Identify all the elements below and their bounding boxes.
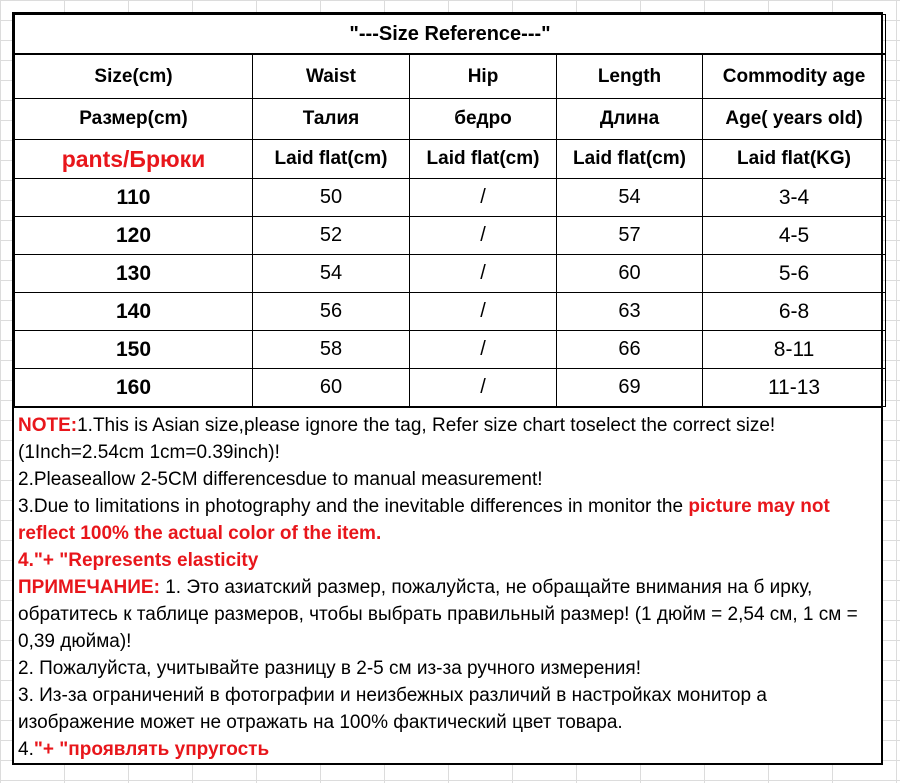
hip-cell: / xyxy=(410,293,557,331)
note-ru-4-prefix: 4. xyxy=(18,739,34,760)
length-cell: 63 xyxy=(557,293,703,331)
size-cell: 140 xyxy=(15,293,253,331)
note-ru-1-text: 1. Это азиатский размер, пожалуйста, не обращайте внимания на б ирку, обратитесь к таблице размеров, чтобы выбрать правильный размер! (1 дюйм = 2,54 см, 1 см = 0,39 дюйма)! xyxy=(18,577,858,652)
hip-cell: / xyxy=(410,179,557,217)
table-row xyxy=(15,255,886,293)
size-cell: 150 xyxy=(15,331,253,369)
note-ru-2: 2. Пожалуйста, учитывайте разницу в 2-5 см из-за ручного измерения! xyxy=(18,658,641,679)
size-cell: 160 xyxy=(15,369,253,407)
header-length: Length xyxy=(557,54,703,99)
measure-hip: Laid flat(cm) xyxy=(410,140,557,179)
note-4: 4."+ "Represents elasticity xyxy=(18,550,259,571)
note-2: 2.Pleaseallow 2-5CM differencesdue to manual measurement! xyxy=(18,469,543,490)
notes-section xyxy=(14,407,881,763)
header-row-english xyxy=(15,54,886,99)
product-type-label: pants/Брюки xyxy=(15,140,253,179)
table-row xyxy=(15,217,886,255)
header-length-ru: Длина xyxy=(557,99,703,140)
waist-cell: 50 xyxy=(253,179,410,217)
note-ru-4-text: "+ "проявлять упругость xyxy=(33,739,270,760)
length-cell: 57 xyxy=(557,217,703,255)
header-row-measure xyxy=(15,140,886,179)
measure-length: Laid flat(cm) xyxy=(557,140,703,179)
length-cell: 54 xyxy=(557,179,703,217)
hip-cell: / xyxy=(410,369,557,407)
header-row-russian xyxy=(15,99,886,140)
size-cell: 130 xyxy=(15,255,253,293)
header-hip-ru: бедро xyxy=(410,99,557,140)
note-1 xyxy=(18,412,877,466)
size-cell: 120 xyxy=(15,217,253,255)
waist-cell: 52 xyxy=(253,217,410,255)
waist-cell: 58 xyxy=(253,331,410,369)
length-cell: 60 xyxy=(557,255,703,293)
table-title: "---Size Reference---" xyxy=(15,15,886,55)
note-ru-3: 3. Из-за ограничений в фотографии и неизбежных различий в настройках монитор а изображение может не отражать на 100% фактический цвет товара. xyxy=(18,685,767,733)
note-1-text: 1.This is Asian size,please ignore the tag, Refer size chart toselect the correct size!(1Inch=2.54cm 1cm=0.39inch)! xyxy=(18,415,776,463)
note-ru-1 xyxy=(18,574,877,655)
age-cell: 3-4 xyxy=(703,179,886,217)
size-cell: 110 xyxy=(15,179,253,217)
measure-waist: Laid flat(cm) xyxy=(253,140,410,179)
waist-cell: 60 xyxy=(253,369,410,407)
header-waist: Waist xyxy=(253,54,410,99)
note-label: NOTE: xyxy=(18,415,78,436)
header-waist-ru: Талия xyxy=(253,99,410,140)
hip-cell: / xyxy=(410,217,557,255)
table-row xyxy=(15,179,886,217)
age-cell: 6-8 xyxy=(703,293,886,331)
table-row xyxy=(15,293,886,331)
waist-cell: 54 xyxy=(253,255,410,293)
age-cell: 5-6 xyxy=(703,255,886,293)
header-age-ru: Age( years old) xyxy=(703,99,886,140)
header-size: Size(cm) xyxy=(15,54,253,99)
note-ru-4 xyxy=(18,736,877,763)
measure-age: Laid flat(KG) xyxy=(703,140,886,179)
note-3 xyxy=(18,493,877,547)
waist-cell: 56 xyxy=(253,293,410,331)
size-table xyxy=(14,14,886,407)
length-cell: 69 xyxy=(557,369,703,407)
note-3-text: 3.Due to limitations in photography and the inevitable differences in monitor the xyxy=(18,496,689,517)
header-hip: Hip xyxy=(410,54,557,99)
note-3-warning: picture may not reflect 100% the actual color of the item. xyxy=(18,496,830,544)
age-cell: 11-13 xyxy=(703,369,886,407)
hip-cell: / xyxy=(410,255,557,293)
hip-cell: / xyxy=(410,331,557,369)
size-reference-sheet xyxy=(12,12,883,765)
length-cell: 66 xyxy=(557,331,703,369)
table-row xyxy=(15,369,886,407)
table-row xyxy=(15,331,886,369)
age-cell: 8-11 xyxy=(703,331,886,369)
note-ru-label: ПРИМЕЧАНИЕ: xyxy=(18,577,160,598)
age-cell: 4-5 xyxy=(703,217,886,255)
header-age: Commodity age xyxy=(703,54,886,99)
header-size-ru: Размер(cm) xyxy=(15,99,253,140)
